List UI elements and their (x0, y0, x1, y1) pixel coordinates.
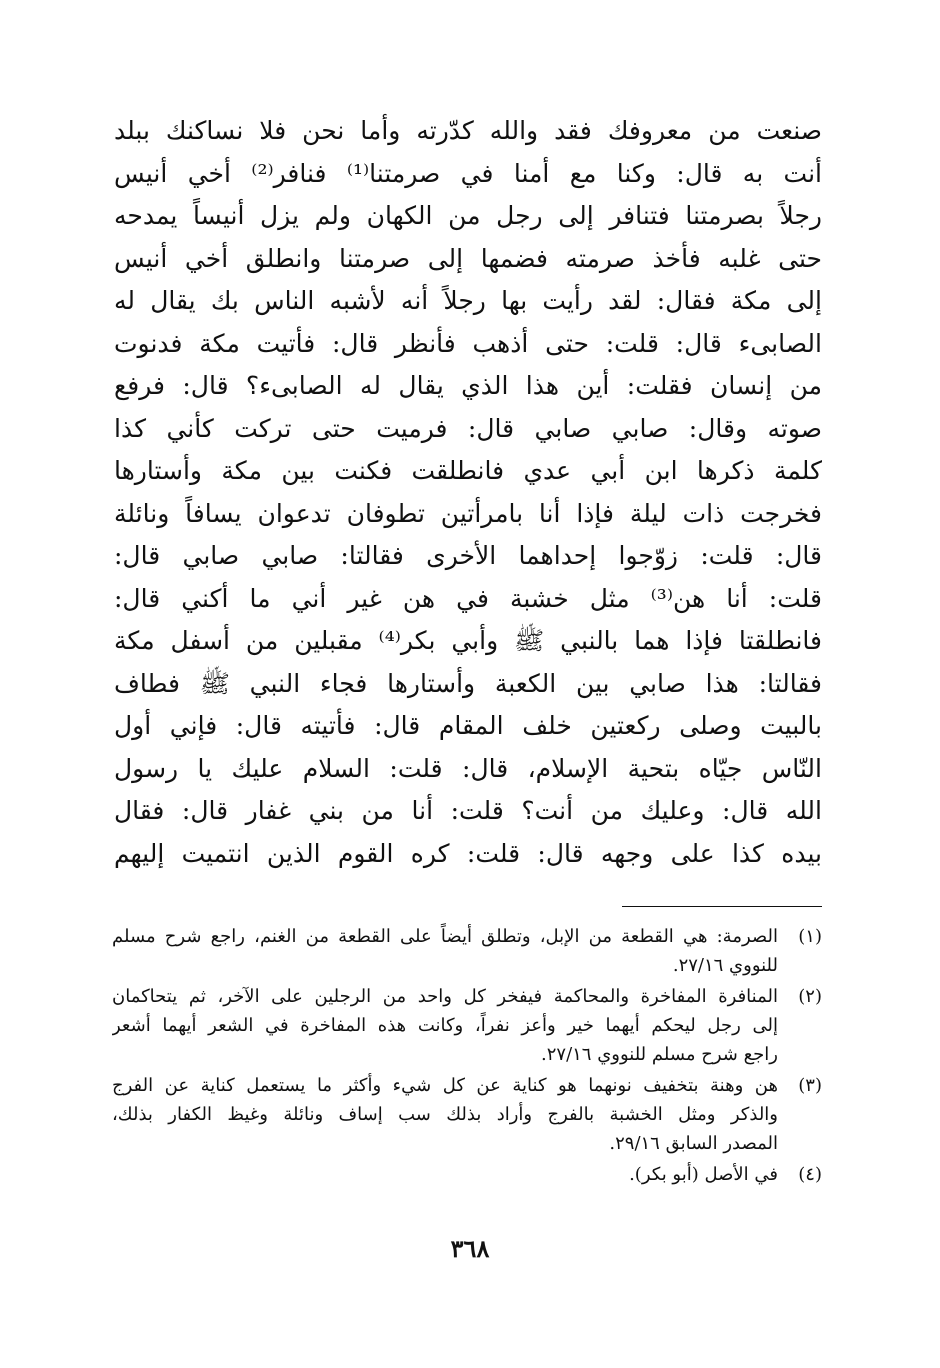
main-text-line: النّاس جيّاه بتحية الإسلام، قال: قلت: السلام عليك يا رسول (114, 753, 822, 783)
main-text (114, 110, 822, 875)
footnote-4 (112, 1160, 822, 1189)
footnote-line: راجع شرح مسلم للنووي ٢٧/١٦. (541, 1044, 778, 1065)
main-text-line: الصابىء قال: قلت: حتى أذهب فأنظر قال: فأتيت مكة فدنوت (114, 328, 822, 358)
main-text-line: فانطلقتا فإذا هما بالنبي ﷺ وأبي بكر⁽⁴⁾ مقبلين من أسفل مكة (114, 626, 822, 655)
footnote-3 (112, 1071, 822, 1158)
main-text-line: أنت به قال: وكنا مع أمنا في صرمتنا⁽¹⁾ فنافر⁽²⁾ أخي أنيس (114, 158, 822, 188)
main-text-line: قال: قلت: زوّجوا إحداهما الأخرى فقالتا: صابي صابي قال: (114, 541, 822, 570)
footnote-number: (٢) (798, 986, 822, 1007)
footnote-number: (٤) (798, 1164, 822, 1185)
footnote-2 (112, 982, 822, 1069)
main-text-line: بيده كذا على وجهه قال: قلت: كره القوم الذين انتميت إليهم (114, 838, 822, 868)
main-text-line: بالبيت وصلى ركعتين خلف المقام قال: فأتيته قال: فإني أول (114, 711, 822, 740)
main-text-line: قلت: أنا هن⁽³⁾ مثل خشبة في هن غير أني ما أكني قال: (114, 583, 822, 613)
main-text-line: حتى غلبه فأخذ صرمته فضمها إلى صرمتنا وانطلق أخي أنيس (114, 243, 822, 273)
footnote-line: المنافرة المفاخرة والمحاكمة فيفخر كل واحد من الرجلين على الآخر، ثم يتحاكمان (112, 986, 778, 1007)
footnote-number: (٣) (798, 1075, 822, 1096)
footnotes (112, 922, 822, 1191)
main-text-line: الله قال: وعليك من أنت؟ قلت: أنا من بني غفار قال: فقال (114, 796, 822, 825)
main-text-line: صوته وقال: صابي صابي قال: فرميت حتى تركت كأني كذا (114, 413, 822, 443)
footnote-line: الصرمة: هي القطعة من الإبل، وتطلق أيضاً على القطعة من الغنم، راجع شرح مسلم (112, 926, 778, 947)
footnote-body (112, 922, 778, 980)
footnote-line: والذكر ومثل الخشبة بالفرج وأراد بذلك سب إساف ونائلة وغيظ الكفار بذلك، (112, 1104, 778, 1125)
page-number: ٣٦٨ (450, 1234, 490, 1263)
main-text-line: فقالتا: هذا صابي بين الكعبة وأستارها فجاء النبي ﷺ فطاف (114, 668, 822, 698)
main-text-line: فخرجت ذات ليلة فإذا أنا بامرأتين تطوفان تدعوان يسافاً ونائلة (114, 498, 822, 528)
footnote-line: في الأصل (أبو بكر). (629, 1164, 778, 1185)
main-text-line: كلمة ذكرها ابن أبي عدي فانطلقت فكنت بين مكة وأستارها (114, 456, 822, 485)
footnote-line: المصدر السابق ٢٩/١٦. (609, 1133, 778, 1154)
footnote-body (112, 1071, 778, 1158)
footnote-line: هن وهنة بتخفيف نونهما هو كناية عن كل شيء وأكثر ما يستعمل كناية عن الفرج (112, 1075, 778, 1096)
main-text-line: من إنسان فقلت: أين هذا الذي يقال له الصابىء؟ قال: فرفع (114, 371, 822, 400)
main-text-line: صنعت من معروفك فقد والله كدّرته وأما نحن فلا نساكنك ببلد (114, 116, 822, 145)
main-text-line: إلى مكة فقال: لقد رأيت بها رجلاً أنه لأشبه الناس بك يقال له (114, 286, 822, 315)
footnote-body (112, 982, 778, 1069)
footnote-divider (622, 906, 822, 907)
footnote-1 (112, 922, 822, 980)
footnote-line: للنووي ٢٧/١٦. (672, 955, 778, 976)
footnote-number: (١) (798, 926, 822, 947)
footnote-body (112, 1160, 778, 1189)
footnote-line: إلى رجل ليحكم أيهما خير وأعز نفراً، وكانت هذه المفاخرة في الشعر أيهما أشعر (112, 1015, 778, 1036)
main-text-line: رجلاً بصرمتنا فتنافر إلى رجل من الكهان ولم يزل أنيساً يمدحه (114, 201, 822, 230)
